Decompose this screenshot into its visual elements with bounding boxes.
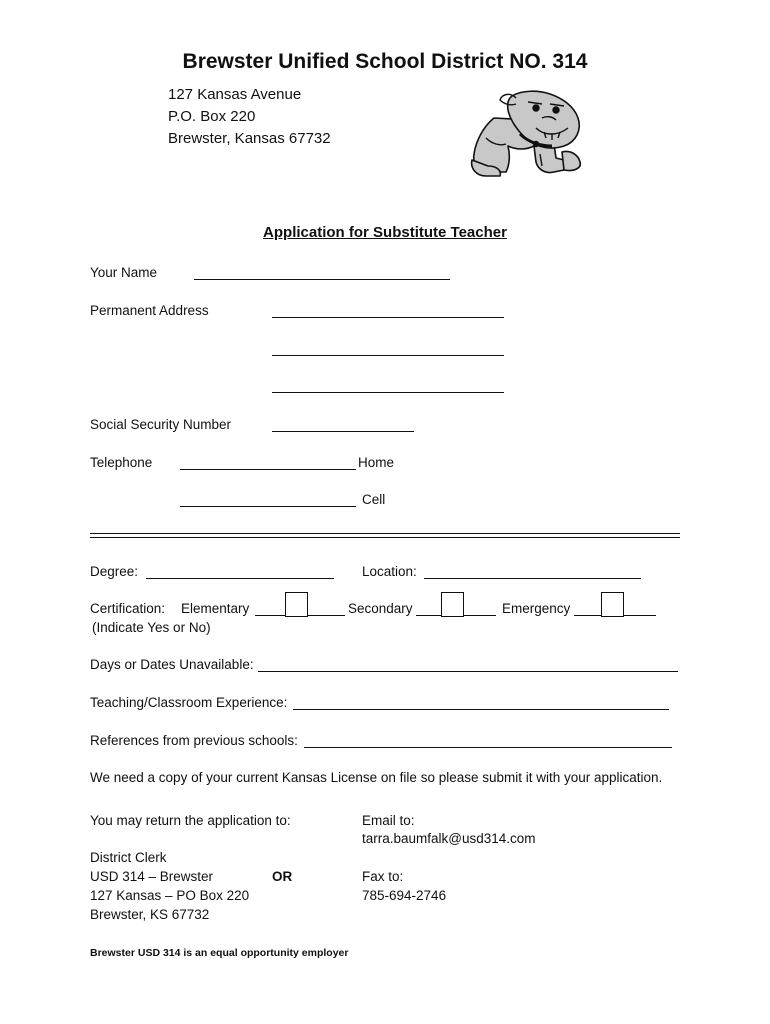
fax-number: 785-694-2746: [362, 888, 447, 903]
address-label: Permanent Address: [90, 303, 209, 318]
ssn-field[interactable]: [272, 431, 414, 432]
district-title: Brewster Unified School District NO. 314: [182, 50, 588, 73]
telephone-label: Telephone: [90, 455, 153, 470]
home-label: Home: [358, 455, 395, 470]
degree-label: Degree:: [90, 564, 139, 579]
references-field[interactable]: [304, 747, 672, 748]
unavailable-field[interactable]: [258, 671, 678, 672]
address-line-box: P.O. Box 220: [168, 108, 256, 125]
mail-line-district: USD 314 – Brewster: [90, 869, 214, 884]
experience-label: Teaching/Classroom Experience:: [90, 695, 288, 710]
secondary-label: Secondary: [348, 601, 413, 616]
name-field[interactable]: [194, 279, 450, 280]
name-label: Your Name: [90, 265, 158, 280]
form-title: Application for Substitute Teacher: [263, 224, 507, 241]
ssn-label: Social Security Number: [90, 417, 232, 432]
license-note: We need a copy of your current Kansas License on file so please submit it with your application.: [90, 770, 663, 785]
mail-line-clerk: District Clerk: [90, 850, 167, 865]
elementary-checkbox[interactable]: [285, 592, 308, 617]
mail-line-city: Brewster, KS 67732: [90, 907, 210, 922]
emergency-checkbox[interactable]: [601, 592, 624, 617]
elementary-label: Elementary: [181, 601, 250, 616]
certification-label: Certification:: [90, 601, 166, 616]
fax-label: Fax to:: [362, 869, 404, 884]
location-label: Location:: [362, 564, 417, 579]
address-line-city: Brewster, Kansas 67732: [168, 130, 331, 147]
address-line-street: 127 Kansas Avenue: [168, 86, 302, 103]
email-address: tarra.baumfalk@usd314.com: [362, 831, 536, 846]
section-divider: [90, 533, 680, 538]
mail-line-street: 127 Kansas – PO Box 220: [90, 888, 250, 903]
degree-field[interactable]: [146, 578, 334, 579]
cell-label: Cell: [362, 492, 386, 507]
unavailable-label: Days or Dates Unavailable:: [90, 657, 254, 672]
secondary-checkbox[interactable]: [441, 592, 464, 617]
location-field[interactable]: [424, 578, 641, 579]
bulldog-mascot-icon: [466, 88, 588, 178]
or-label: OR: [272, 869, 293, 884]
equal-opportunity-footer: Brewster USD 314 is an equal opportunity employer: [90, 947, 349, 959]
home-phone-field[interactable]: [180, 469, 356, 470]
references-label: References from previous schools:: [90, 733, 298, 748]
experience-field[interactable]: [293, 709, 669, 710]
emergency-label: Emergency: [502, 601, 571, 616]
return-label: You may return the application to:: [90, 813, 291, 828]
address-field-1[interactable]: [272, 317, 504, 318]
cell-phone-field[interactable]: [180, 506, 356, 507]
indicate-note: (Indicate Yes or No): [92, 620, 211, 635]
email-label: Email to:: [362, 813, 415, 828]
address-field-2[interactable]: [272, 355, 504, 356]
address-field-3[interactable]: [272, 392, 504, 393]
